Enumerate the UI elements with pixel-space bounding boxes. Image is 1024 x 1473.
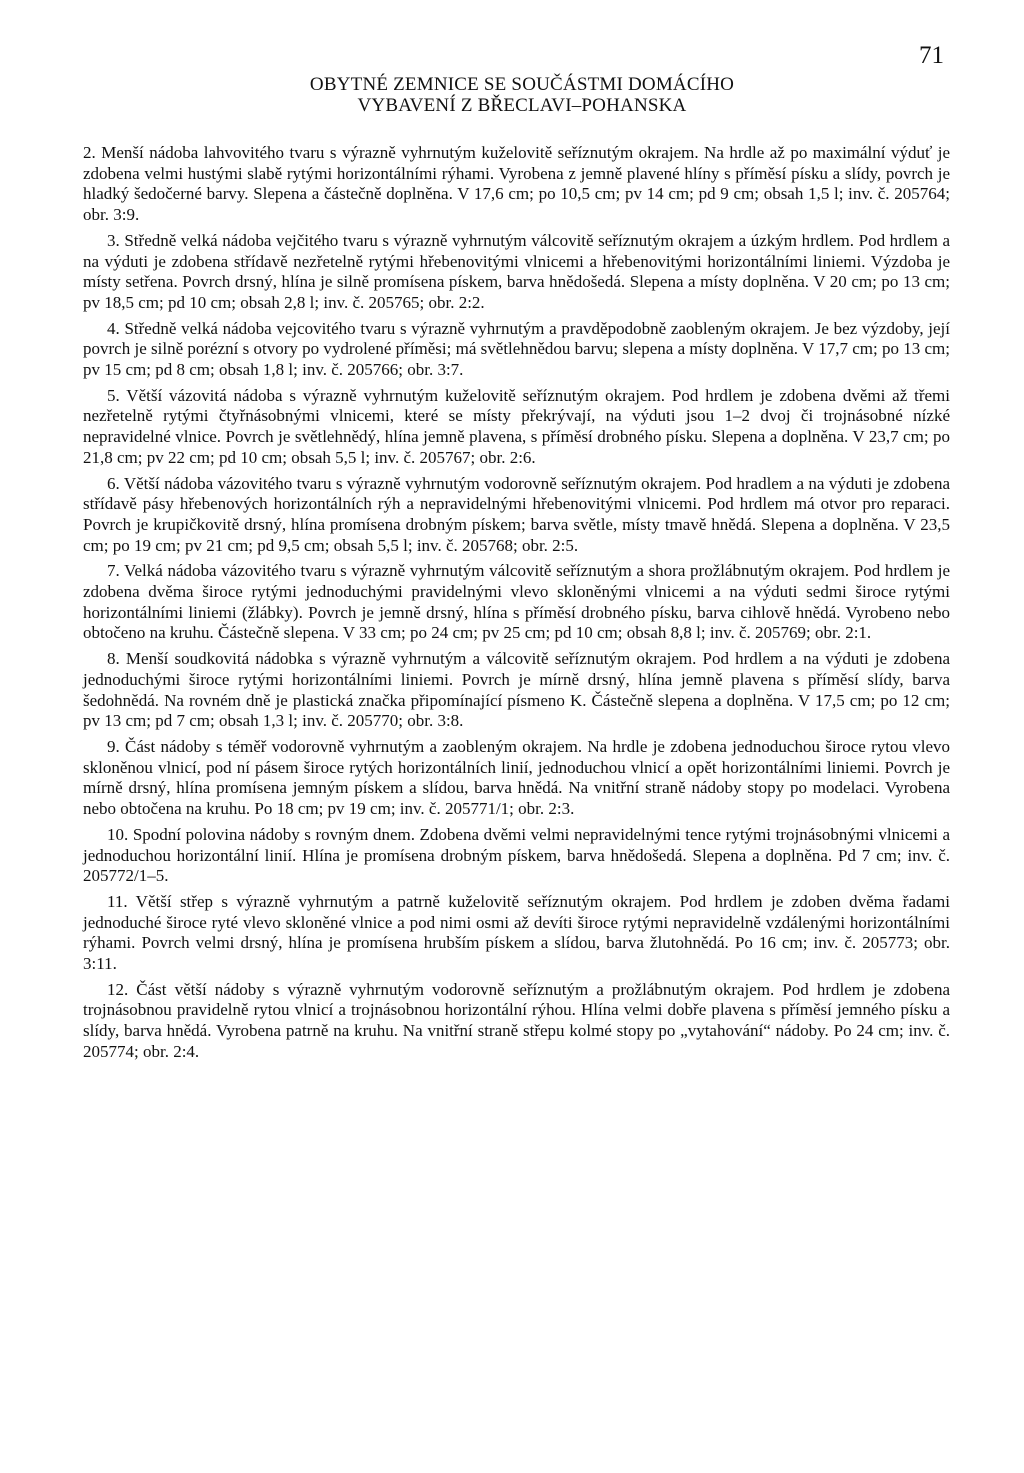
catalogue-entry-6: 6. Větší nádoba vázovitého tvaru s výrazně vyhrnutým vodorovně seříznutým okrajem. Pod hradlem a na výduti je zdobena střídavě pásy hřebenových horizontálních rýh a nepravidelnými hřebenovitými vlnicemi. Pod hrdlem má otvor pro reparaci. Povrch je krupičkovitě drsný, hlína promísena drobným pískem; barva světle, místy tmavě hnědá. Slepena a doplněna. V 23,5 cm; po 19 cm; pv 21 cm; pd 9,5 cm; obsah 5,5 l; inv. č. 205768; obr. 2:5. bbox=[83, 473, 950, 555]
running-header-line-1: OBYTNÉ ZEMNICE SE SOUČÁSTMI DOMÁCÍHO bbox=[309, 74, 735, 95]
page-number: 71 bbox=[919, 42, 944, 69]
catalogue-entry-5: 5. Větší vázovitá nádoba s výrazně vyhrnutým kuželovitě seříznutým okrajem. Pod hrdlem je zdobena dvěmi až třemi nezřetelně rytými čtyřnásobnými vlnicemi, které se místy překrývají, na výduti jsou 1–2 dvoj či trojnásobné nízké nepravidelné vlnice. Povrch je světlehnědý, hlína jemně plavena, s příměsí drobného písku. Slepena a doplněna. V 23,7 cm; po 21,8 cm; pv 22 cm; pd 10 cm; obsah 5,5 l; inv. č. 205767; obr. 2:6. bbox=[83, 385, 950, 467]
catalogue-entry-11: 11. Větší střep s výrazně vyhrnutým a patrně kuželovitě seříznutým okrajem. Pod hrdlem je zdoben dvěma řadami jednoduché široce ryté vlevo skloněné vlnice a pod nimi osmi až devíti široce rytými nepravidelně vzdálenými horizontálními rýhami. Povrch velmi drsný, hlína je promísena hrubším pískem a slídou, barva žlutohnědá. Po 16 cm; inv. č. 205773; obr. 3:11. bbox=[83, 891, 950, 974]
catalogue-entry-7: 7. Velká nádoba vázovitého tvaru s výrazně vyhrnutým válcovitě seříznutým a shora prožlábnutým okrajem. Pod hrdlem je zdobena dvěma široce rytými jednoduchými pravidelnými vlevo skloněnými vlnicemi a na výduti sedmi široce rytými horizontálními liniemi (žlábky). Povrch je jemně drsný, hlína s příměsí drobného písku, barva cihlově hnědá. Vyrobeno nebo obtočeno na kruhu. Částečně slepena. V 33 cm; po 24 cm; pv 25 cm; pd 10 cm; obsah 8,8 l; inv. č. 205769; obr. 2:1. bbox=[83, 561, 950, 643]
catalogue-entry-3: 3. Středně velká nádoba vejčitého tvaru s výrazně vyhrnutým válcovitě seříznutým okrajem a úzkým hrdlem. Pod hrdlem a na výduti je zdobena střídavě nezřetelně rytými hřebenovitými vlnicemi a hřebenovitými horizontálními liniemi. Výzdoba je místy setřena. Povrch drsný, hlína je silně promísena pískem, barva hnědošedá. Slepena a místy doplněna. V 20 cm; po 13 cm; pv 18,5 cm; pd 10 cm; obsah 2,8 l; inv. č. 205765; obr. 2:2. bbox=[83, 230, 950, 312]
catalogue-entry-8: 8. Menší soudkovitá nádobka s výrazně vyhrnutým a válcovitě seříznutým okrajem. Pod hrdlem a na výduti je zdobena jednoduchými široce rytými horizontálními liniemi. Povrch je mírně drsný, hlína jemně plavena s příměsí slídy, barva šedohnědá. Na rovném dně je plastická značka připomínající písmeno K. Částečně slepena a doplněna. V 17,5 cm; po 12 cm; pv 13 cm; pd 7 cm; obsah 1,3 l; inv. č. 205770; obr. 3:8. bbox=[83, 649, 950, 731]
catalogue-text bbox=[83, 143, 950, 1068]
catalogue-entry-9: 9. Část nádoby s téměř vodorovně vyhrnutým a zaobleným okrajem. Na hrdle je zdobena jednoduchou široce rytou vlevo skloněnou vlnicí, pod ní pásem široce rytých horizontálních linií, jednoduchou vlnicí a opět horizontálními liniemi. Povrch je mírně drsný, hlína promísena jemným pískem a slídou, barva hnědá. Na vnitřní straně nádoby stopy po modelaci. Vyrobena nebo obtočena na kruhu. Po 18 cm; pv 19 cm; inv. č. 205771/1; obr. 2:3. bbox=[83, 736, 950, 819]
catalogue-entry-12: 12. Část větší nádoby s výrazně vyhrnutým vodorovně seříznutým a prožlábnutým okrajem. Pod hrdlem je zdobena trojnásobnou pravidelně rytou vlnicí a trojnásobnou horizontální rýhou. Hlína velmi dobře plavena s příměsí jemného písku a slídy, barva hnědá. Vyrobena patrně na kruhu. Na vnitřní straně střepu kolmé stopy po „vytahování“ nádoby. Po 24 cm; inv. č. 205774; obr. 2:4. bbox=[83, 979, 950, 1061]
running-header-line-2: VYBAVENÍ Z BŘECLAVI–POHANSKA bbox=[357, 95, 687, 116]
catalogue-entry-2: 2. Menší nádoba lahvovitého tvaru s výrazně vyhrnutým kuželovitě seříznutým okrajem. Na hrdle až po maximální výduť je zdobena velmi hustými slabě rytými horizontálními rýhami. Vyrobena z jemně plavené hlíny s příměsí písku a slídy, povrch je hladký šedočerné barvy. Slepena a částečně doplněna. V 17,6 cm; po 10,5 cm; pv 14 cm; pd 9 cm; obsah 1,5 l; inv. č. 205764; obr. 3:9. bbox=[83, 143, 950, 225]
catalogue-entry-4: 4. Středně velká nádoba vejcovitého tvaru s výrazně vyhrnutým a pravděpodobně zaobleným okrajem. Je bez výzdoby, její povrch je silně porézní s otvory po vydrolené příměsi; má světlehnědou barvu; slepena a místy doplněna. V 17,7 cm; po 13 cm; pv 15 cm; pd 8 cm; obsah 1,8 l; inv. č. 205766; obr. 3:7. bbox=[83, 318, 950, 380]
running-header bbox=[0, 74, 1024, 116]
catalogue-entry-10: 10. Spodní polovina nádoby s rovným dnem. Zdobena dvěmi velmi nepravidelnými tence rytými trojnásobnými vlnicemi a jednoduchou horizontální linií. Hlína je promísena drobným pískem, barva hnědošedá. Slepena a doplněna. Pd 7 cm; inv. č. 205772/1–5. bbox=[83, 824, 950, 886]
